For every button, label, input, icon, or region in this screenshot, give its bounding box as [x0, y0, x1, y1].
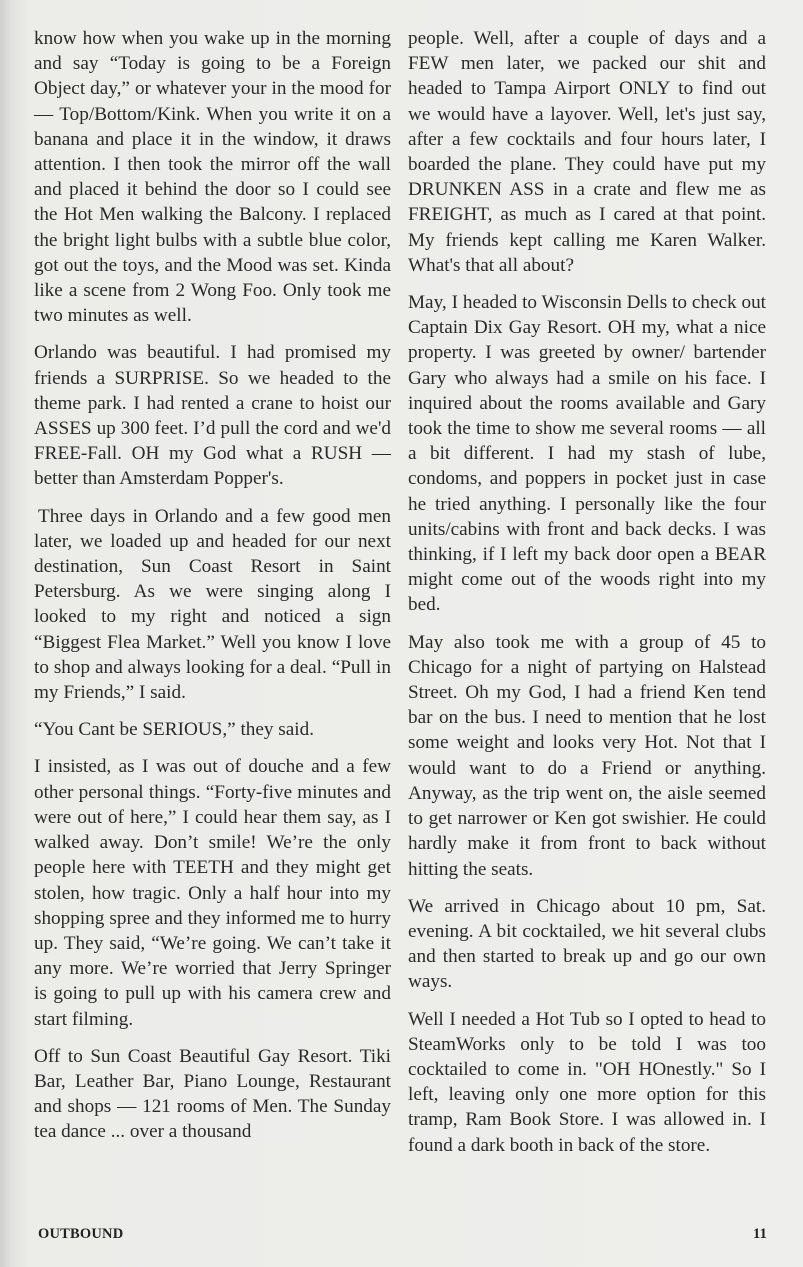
page-number: 11	[753, 1226, 768, 1242]
paragraph: Three days in Orlando and a few good men later, we loaded up and headed for our next destination, Sun Coast Resort in Saint Petersburg. As we were singing along I looked to my right and noticed a sign “Biggest Flea Market.” Well you know I love to shop and always looking for a deal. “Pull in my Friends,” I said.	[34, 505, 391, 704]
paragraph: “You Cant be SERIOUS,” they said.	[34, 719, 314, 741]
left-column	[34, 26, 391, 1157]
paragraph: Well I needed a Hot Tub so I opted to head to SteamWorks only to be told I was too cocktailed to come in. "OH HOnestly." So I left, leaving only one more option for this tramp, Ram Book Store. I was allowed in. I found a dark booth in back of the store.	[408, 1008, 766, 1156]
paragraph: Orlando was beautiful. I had promised my friends a SURPRISE. So we headed to the theme park. I had rented a crane to hoist our ASSES up 300 feet. I’d pull the cord and we'd FREE-Fall. OH my God what a RUSH — better than Amsterdam Popper's.	[34, 342, 391, 490]
paragraph: people. Well, after a couple of days and a FEW men later, we packed our shit and headed to Tampa Airport ONLY to find out we would have a layover. Well, let's just say, after a few cocktails and four hours later, I boarded the plane. They could have put my DRUNKEN ASS in a crate and flew me as FREIGHT, as much as I cared at that point. My friends kept calling me Karen Walker. What's that all about?	[408, 28, 766, 276]
paragraph: know how when you wake up in the morning and say “Today is going to be a Foreign Object day,” or whatever your in the mood for — Top/Bottom/Kink. When you write it on a banana and place it in the window, it draws attention. I then took the mirror off the wall and placed it behind the door so I could see the Hot Men walking the Balcony. I replaced the bright light bulbs with a subtle blue color, got out the toys, and the Mood was set. Kinda like a scene from 2 Wong Foo. Only took me two minutes as well.	[34, 28, 391, 327]
paragraph: We arrived in Chicago about 10 pm, Sat. evening. A bit cocktailed, we hit several clubs and then started to break up and go our own ways.	[408, 895, 766, 993]
paragraph: May also took me with a group of 45 to Chicago for a night of partying on Halstead Street. Oh my God, I had a friend Ken tend bar on the bus. I need to mention that he lost some weight and looks very Hot. Not that I would want to do a Friend or anything. Anyway, as the trip went on, the aisle seemed to get narrower or Ken got swishier. He could hardly make it from front to back without hitting the seats.	[408, 631, 766, 880]
paragraph: May, I headed to Wisconsin Dells to check out Captain Dix Gay Resort. OH my, what a nice property. I was greeted by owner/ bartender Gary who always had a smile on his face. I inquired about the rooms available and Gary took the time to show me several rooms — all a bit different. I had my stash of lube, condoms, and poppers in pocket just in case he tried anything. I personally like the four units/cabins with front and back decks. I was thinking, if I left my back door open a BEAR might come out of the woods right into my bed.	[408, 292, 766, 616]
right-column	[408, 26, 766, 1170]
paragraph: Off to Sun Coast Beautiful Gay Resort. Tiki Bar, Leather Bar, Piano Lounge, Restaurant and shops — 121 rooms of Men. The Sunday tea dance ... over a thousand	[34, 1045, 391, 1143]
publication-name: OUTBOUND	[38, 1226, 124, 1242]
paragraph: I insisted, as I was out of douche and a few other personal things. “Forty-five minutes and were out of here,” I could hear them say, as I walked away. Don’t smile! We’re the only people here with TEETH and they might get stolen, how tragic. Only a half hour into my shopping spree and they informed me to hurry up. They said, “We’re going. We can’t take it any more. We’re worried that Jerry Springer is going to pull up with his camera crew and start filming.	[34, 756, 391, 1030]
